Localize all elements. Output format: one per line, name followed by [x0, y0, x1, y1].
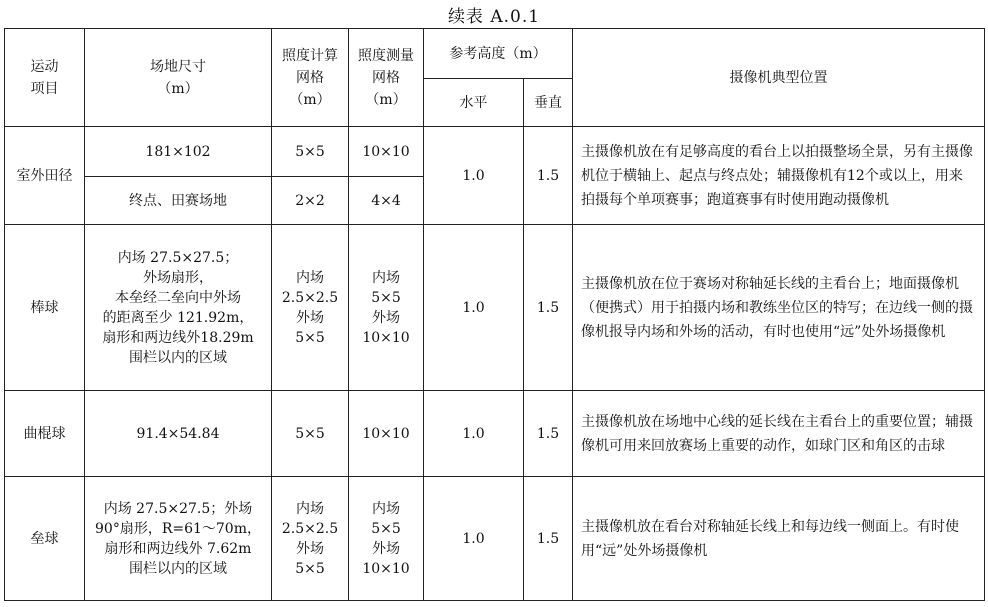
camera-position-table	[4, 28, 985, 601]
calc-grid-cell: 5×5	[272, 391, 349, 477]
camera-position-cell: 主摄像机放在场地中心线的延长线在主看台上的重要位置；辅摄像机可用来回放赛场上重要的动作，如球门区和角区的击球	[573, 391, 985, 477]
table-row	[5, 127, 985, 177]
header-measure-grid: 照度测量 网格 （m）	[349, 29, 424, 127]
header-camera-position: 摄像机典型位置	[573, 29, 985, 127]
header-field-size: 场地尺寸 （m）	[85, 29, 272, 127]
header-sport: 运动 项目	[5, 29, 85, 127]
vertical-cell: 1.5	[524, 225, 573, 391]
horizontal-cell: 1.0	[424, 477, 524, 601]
header-reference-height: 参考高度（m）	[424, 29, 573, 79]
vertical-cell: 1.5	[524, 127, 573, 225]
size-cell: 91.4×54.84	[85, 391, 272, 477]
vertical-cell: 1.5	[524, 391, 573, 477]
size-cell: 终点、田赛场地	[85, 177, 272, 225]
measure-grid-cell: 4×4	[349, 177, 424, 225]
camera-position-cell: 主摄像机放在看台对称轴延长线上和每边线一侧面上。有时使用“远”处外场摄像机	[573, 477, 985, 601]
horizontal-cell: 1.0	[424, 225, 524, 391]
header-row	[5, 29, 985, 79]
vertical-cell: 1.5	[524, 477, 573, 601]
table-row	[5, 477, 985, 601]
table-title: 续表 A.0.1	[447, 7, 541, 27]
measure-grid-cell: 内场 5×5 外场 10×10	[349, 225, 424, 391]
sport-cell: 曲棍球	[5, 391, 85, 477]
calc-grid-cell: 内场 2.5×2.5 外场 5×5	[272, 225, 349, 391]
table-row	[5, 391, 985, 477]
calc-grid-cell: 2×2	[272, 177, 349, 225]
size-cell: 181×102	[85, 127, 272, 177]
size-cell: 内场 27.5×27.5；外场 90°扇形，R=61～70m， 扇形和两边线外 7.62m 围栏以内的区域	[85, 477, 272, 601]
sport-cell: 棒球	[5, 225, 85, 391]
horizontal-cell: 1.0	[424, 127, 524, 225]
sport-cell: 垒球	[5, 477, 85, 601]
measure-grid-cell: 10×10	[349, 391, 424, 477]
measure-grid-cell: 10×10	[349, 127, 424, 177]
size-cell: 内场 27.5×27.5； 外场扇形， 本垒经二垒向中外场 的距离至少 121.92m， 扇形和两边线外18.29m 围栏以内的区域	[85, 225, 272, 391]
sport-cell: 室外田径	[5, 127, 85, 225]
calc-grid-cell: 内场 2.5×2.5 外场 5×5	[272, 477, 349, 601]
table-row	[5, 225, 985, 391]
camera-position-cell: 主摄像机放在位于赛场对称轴延长线的主看台上；地面摄像机（便携式）用于拍摄内场和教练坐位区的特写；在边线一侧的摄像机报导内场和外场的活动，有时也使用“远”处外场摄像机	[573, 225, 985, 391]
header-calc-grid: 照度计算 网格 （m）	[272, 29, 349, 127]
header-horizontal: 水平	[424, 79, 524, 127]
horizontal-cell: 1.0	[424, 391, 524, 477]
calc-grid-cell: 5×5	[272, 127, 349, 177]
header-vertical: 垂直	[524, 79, 573, 127]
measure-grid-cell: 内场 5×5 外场 10×10	[349, 477, 424, 601]
camera-position-cell: 主摄像机放在有足够高度的看台上以拍摄整场全景，另有主摄像机位于横轴上、起点与终点处；辅摄像机有12个或以上，用来拍摄每个单项赛事；跑道赛事有时使用跑动摄像机	[573, 127, 985, 225]
